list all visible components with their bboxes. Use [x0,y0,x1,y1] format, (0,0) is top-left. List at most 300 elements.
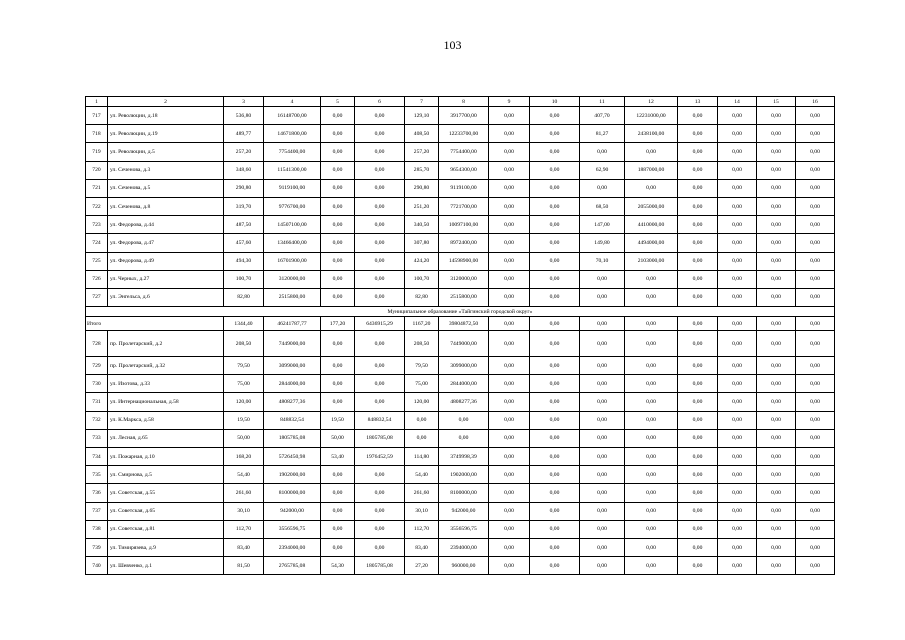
table-cell: 13 [678,97,718,107]
address-cell: ул. Энгельса, д.6 [108,288,224,306]
address-cell: ул. Сеченова, д.3 [108,161,224,179]
table-cell: 0,00 [355,107,405,125]
table-cell: 208,50 [224,331,264,357]
table-cell: 0,00 [625,429,678,447]
table-cell: 14 [718,97,757,107]
table-cell: 0,00 [678,411,718,429]
table-cell: 848832,54 [264,411,321,429]
table-row [86,161,835,179]
table-cell: 0,00 [678,393,718,411]
table-cell: 0,00 [625,288,678,306]
table-cell: 0,00 [796,411,835,429]
table-cell: 0,00 [489,161,530,179]
table-cell: 722 [86,197,108,215]
table-cell: 0,00 [678,125,718,143]
table-cell: 0,00 [321,538,355,556]
table-cell: 2055000,00 [625,197,678,215]
address-cell: ул. Советская, д.55 [108,484,224,502]
table-cell: 0,00 [796,252,835,270]
table-cell: 348,60 [224,161,264,179]
table-cell: 53,40 [321,448,355,466]
table-cell: 10097100,00 [439,216,489,234]
table-cell: 5726450,98 [264,448,321,466]
table-cell: 0,00 [718,466,757,484]
total-cell: 1344,40 [224,317,264,331]
table-cell: 0,00 [530,466,580,484]
table-cell: 0,00 [321,161,355,179]
table-cell: 0,00 [530,520,580,538]
table-cell: 10 [530,97,580,107]
table-cell: 723 [86,216,108,234]
table-cell: 1805785,08 [264,429,321,447]
table-cell: 0,00 [439,411,489,429]
table-cell: 0,00 [625,411,678,429]
table-cell: 0,00 [678,161,718,179]
table-cell: 0,00 [355,375,405,393]
table-cell: 0,00 [757,502,796,520]
table-cell: 8100000,00 [264,484,321,502]
table-cell: 4808277,36 [439,393,489,411]
table-cell: 120,00 [224,393,264,411]
table-cell: 0,00 [321,466,355,484]
table-cell: 0,00 [580,520,625,538]
table-cell: 0,00 [530,216,580,234]
address-cell: ул. К.Маркса, д.58 [108,411,224,429]
table-cell: 0,00 [678,357,718,375]
table-cell: 0,00 [580,375,625,393]
table-cell: 0,00 [321,143,355,161]
table-row [86,538,835,556]
table-cell: 12231000,00 [625,107,678,125]
table-cell: 0,00 [580,357,625,375]
table-cell: 75,00 [224,375,264,393]
table-cell: 0,00 [530,393,580,411]
table-cell: 0,00 [321,520,355,538]
table-cell: 7449000,00 [439,331,489,357]
table-cell: 0,00 [718,216,757,234]
table-cell: 0,00 [718,179,757,197]
address-cell: ул. Сеченова, д.5 [108,179,224,197]
table-cell: 13466400,00 [264,234,321,252]
total-cell: 0,00 [625,317,678,331]
table-cell: 1902000,00 [439,466,489,484]
table-cell: 0,00 [355,357,405,375]
table-cell: 0,00 [489,448,530,466]
table-cell: 0,00 [321,216,355,234]
table-cell: 731 [86,393,108,411]
table-cell: 740 [86,557,108,575]
table-cell: 0,00 [625,557,678,575]
table-cell: 0,00 [678,375,718,393]
table-cell: 1 [86,97,108,107]
table-row [86,270,835,288]
table-cell: 0,00 [355,466,405,484]
table-cell: 0,00 [580,270,625,288]
table-cell: 0,00 [580,502,625,520]
table-cell: 7721700,00 [439,197,489,215]
table-cell: 738 [86,520,108,538]
table-cell: 307,80 [405,234,439,252]
table-cell: 4410000,00 [625,216,678,234]
table-row [86,466,835,484]
table-cell: 0,00 [321,270,355,288]
address-cell: ул. Революции, д.18 [108,107,224,125]
table-cell: 0,00 [796,375,835,393]
table-cell: 4808277,36 [264,393,321,411]
address-cell: ул. Пожарная, д.10 [108,448,224,466]
table-cell: 8972400,00 [439,234,489,252]
table-cell: 730 [86,375,108,393]
table-cell: 0,00 [757,107,796,125]
table-cell: 19,50 [321,411,355,429]
table-cell: 0,00 [678,216,718,234]
table-cell: 8100000,00 [439,484,489,502]
table-cell: 0,00 [489,520,530,538]
table-cell: 0,00 [530,375,580,393]
total-row [86,317,835,331]
table-cell: 9776700,00 [264,197,321,215]
table-cell: 0,00 [625,270,678,288]
address-cell: ул. Изотова, д.33 [108,375,224,393]
table-cell: 290,80 [224,179,264,197]
table-cell: 1887000,00 [625,161,678,179]
address-cell: пр. Пролетарский, д.2 [108,331,224,357]
table-row [86,125,835,143]
table-cell: 54,40 [224,466,264,484]
table-cell: 79,50 [224,357,264,375]
table-cell: 11541300,00 [264,161,321,179]
table-cell: 0,00 [757,216,796,234]
table-cell: 0,00 [718,375,757,393]
address-cell: ул. Революции, д.5 [108,143,224,161]
table-cell: 0,00 [530,107,580,125]
table-cell: 0,00 [718,448,757,466]
address-cell: ул. Смирнова, д.5 [108,466,224,484]
table-cell: 0,00 [678,234,718,252]
table-cell: 50,00 [321,429,355,447]
table-cell: 70,10 [580,252,625,270]
table-cell: 1805785,08 [355,429,405,447]
table-cell: 285,70 [405,161,439,179]
table-cell: 407,70 [580,107,625,125]
table-cell: 82,80 [224,288,264,306]
address-cell: ул. Черных, д.27 [108,270,224,288]
table-cell: 0,00 [678,252,718,270]
table-cell: 0,00 [489,375,530,393]
table-cell: 261,60 [405,484,439,502]
total-cell: 0,00 [757,317,796,331]
table-cell: 0,00 [678,520,718,538]
table-cell: 733 [86,429,108,447]
table-cell: 9 [489,97,530,107]
table-cell: 2765785,08 [264,557,321,575]
housing-register-table [85,96,835,575]
table-cell: 120,00 [405,393,439,411]
table-cell: 12233700,00 [439,125,489,143]
table-row [86,252,835,270]
table-cell: 0,00 [489,502,530,520]
table-cell: 728 [86,331,108,357]
table-cell: 0,00 [718,161,757,179]
table-cell: 147,00 [580,216,625,234]
table-cell: 0,00 [796,448,835,466]
table-cell: 149,80 [580,234,625,252]
table-cell: 0,00 [718,484,757,502]
table-cell: 2103000,00 [625,252,678,270]
table-cell: 290,80 [405,179,439,197]
table-cell: 30,10 [224,502,264,520]
table-cell: 0,00 [796,484,835,502]
table-cell: 0,00 [718,125,757,143]
table-cell: 0,00 [530,557,580,575]
table-cell: 0,00 [355,234,405,252]
table-cell: 0,00 [530,197,580,215]
table-cell: 0,00 [796,161,835,179]
table-cell: 0,00 [489,107,530,125]
table-cell: 0,00 [355,216,405,234]
table-cell: 0,00 [321,375,355,393]
table-cell: 0,00 [580,331,625,357]
table-cell: 0,00 [321,179,355,197]
table-cell: 0,00 [796,557,835,575]
table-cell: 0,00 [321,357,355,375]
table-cell: 0,00 [796,143,835,161]
table-cell: 0,00 [757,288,796,306]
table-cell: 2394000,00 [264,538,321,556]
table-cell: 30,10 [405,502,439,520]
table-cell: 0,00 [321,288,355,306]
table-cell: 75,00 [405,375,439,393]
table-cell: 424,20 [405,252,439,270]
table-cell: 0,00 [718,538,757,556]
table-cell: 960000,00 [439,557,489,575]
table-cell: 0,00 [489,411,530,429]
table-cell: 0,00 [796,331,835,357]
table-cell: 536,80 [224,107,264,125]
table-cell: 1902000,00 [264,466,321,484]
table-row [86,411,835,429]
column-number-row [86,97,835,107]
table-cell: 0,00 [796,197,835,215]
table-cell: 0,00 [678,466,718,484]
table-cell: 0,00 [580,393,625,411]
table-cell: 0,00 [489,429,530,447]
table-cell: 0,00 [796,234,835,252]
table-cell: 7 [405,97,439,107]
table-cell: 0,00 [757,161,796,179]
table-cell: 2515800,00 [439,288,489,306]
table-cell: 0,00 [678,538,718,556]
table-cell: 0,00 [355,252,405,270]
table-cell: 0,00 [530,484,580,502]
table-cell: 736 [86,484,108,502]
table-cell: 0,00 [355,270,405,288]
table-cell: 0,00 [355,179,405,197]
table-cell: 7449000,00 [264,331,321,357]
table-cell: 0,00 [321,125,355,143]
table-cell: 0,00 [321,107,355,125]
table-cell: 719 [86,143,108,161]
table-row [86,143,835,161]
table-cell: 2438100,00 [625,125,678,143]
total-label: Итого [86,317,224,331]
table-cell: 3 [224,97,264,107]
table-cell: 0,00 [580,557,625,575]
table-cell: 3917700,00 [439,107,489,125]
table-cell: 2844000,00 [264,375,321,393]
table-row [86,393,835,411]
table-cell: 0,00 [625,466,678,484]
table-cell: 457,60 [224,234,264,252]
table-cell: 726 [86,270,108,288]
table-cell: 0,00 [580,484,625,502]
table-cell: 0,00 [625,502,678,520]
table-cell: 0,00 [796,179,835,197]
table-cell: 15 [757,97,796,107]
total-cell: 0,00 [489,317,530,331]
address-cell: ул. Интернациональная, д.58 [108,393,224,411]
table-cell: 0,00 [625,520,678,538]
table-row [86,216,835,234]
table-cell: 0,00 [489,538,530,556]
table-row [86,520,835,538]
table-cell: 0,00 [530,288,580,306]
total-cell: 0,00 [796,317,835,331]
table-cell: 112,70 [405,520,439,538]
table-cell: 0,00 [530,270,580,288]
table-cell: 0,00 [580,448,625,466]
total-cell: 0,00 [580,317,625,331]
table-cell: 0,00 [489,216,530,234]
table-cell: 0,00 [796,502,835,520]
table-cell: 0,00 [355,393,405,411]
table-cell: 721 [86,179,108,197]
table-cell: 4494000,00 [625,234,678,252]
table-cell: 0,00 [321,393,355,411]
table-cell: 0,00 [678,288,718,306]
table-cell: 1805785,08 [355,557,405,575]
table-cell: 0,00 [718,557,757,575]
table-cell: 0,00 [625,331,678,357]
table-row [86,288,835,306]
table-cell: 100,70 [405,270,439,288]
table-cell: 0,00 [625,538,678,556]
total-cell: 1167,20 [405,317,439,331]
table-cell: 0,00 [718,520,757,538]
table-cell: 0,00 [321,252,355,270]
table-cell: 0,00 [580,411,625,429]
table-cell: 0,00 [757,125,796,143]
table-cell: 14598900,00 [439,252,489,270]
table-cell: 489,77 [224,125,264,143]
table-cell: 9654300,00 [439,161,489,179]
table-cell: 739 [86,538,108,556]
table-cell: 0,00 [355,288,405,306]
table-row [86,502,835,520]
table-cell: 4 [264,97,321,107]
table-cell: 0,00 [355,331,405,357]
table-cell: 0,00 [718,331,757,357]
table-cell: 3120000,00 [264,270,321,288]
table-cell: 0,00 [757,411,796,429]
table-cell: 7754400,00 [264,143,321,161]
table-cell: 0,00 [530,125,580,143]
table-cell: 257,20 [224,143,264,161]
table-cell: 0,00 [678,557,718,575]
table-cell: 0,00 [757,252,796,270]
address-cell: ул. Сеченова, д.8 [108,197,224,215]
table-cell: 0,00 [678,107,718,125]
table-cell: 0,00 [625,357,678,375]
table-cell: 0,00 [757,466,796,484]
table-cell: 100,70 [224,270,264,288]
table-cell: 0,00 [757,557,796,575]
table-cell: 0,00 [718,502,757,520]
table-row [86,179,835,197]
page-number: 103 [443,38,462,52]
total-cell: 177,20 [321,317,355,331]
table-cell: 0,00 [796,429,835,447]
table-cell: 0,00 [530,143,580,161]
table-cell: 718 [86,125,108,143]
table-cell: 12 [625,97,678,107]
table-cell: 112,70 [224,520,264,538]
table-cell: 3556596,75 [439,520,489,538]
table-cell: 0,00 [757,234,796,252]
table-cell: 0,00 [718,429,757,447]
table-cell: 16148700,00 [264,107,321,125]
total-cell: 0,00 [530,317,580,331]
table-cell: 3120000,00 [439,270,489,288]
address-cell: ул. Федорова, д.49 [108,252,224,270]
table-row [86,484,835,502]
table-cell: 732 [86,411,108,429]
table-cell: 0,00 [530,429,580,447]
table-cell: 0,00 [625,179,678,197]
table-cell: 0,00 [530,252,580,270]
table-body [86,97,835,575]
table-cell: 0,00 [678,270,718,288]
table-cell: 0,00 [796,357,835,375]
section-title-row [86,307,835,317]
table-cell: 942000,00 [264,502,321,520]
table-cell: 0,00 [355,143,405,161]
table-cell: 0,00 [355,161,405,179]
table-cell: 0,00 [796,538,835,556]
total-cell: 46241787,77 [264,317,321,331]
table-cell: 0,00 [355,538,405,556]
table-cell: 5 [321,97,355,107]
table-cell: 261,60 [224,484,264,502]
table-cell: 0,00 [757,538,796,556]
table-row [86,234,835,252]
table-cell: 0,00 [530,179,580,197]
table-cell: 0,00 [718,107,757,125]
table-cell: 3099000,00 [264,357,321,375]
table-cell: 129,10 [405,107,439,125]
table-cell: 27,20 [405,557,439,575]
address-cell: ул. Шевченко, д.1 [108,557,224,575]
table-cell: 0,00 [796,393,835,411]
table-row [86,331,835,357]
table-cell: 11 [580,97,625,107]
table-cell: 0,00 [757,448,796,466]
total-cell: 6436915,29 [355,317,405,331]
table-cell: 0,00 [796,466,835,484]
table-cell: 487,50 [224,216,264,234]
table-cell: 0,00 [530,161,580,179]
table-cell: 0,00 [355,502,405,520]
